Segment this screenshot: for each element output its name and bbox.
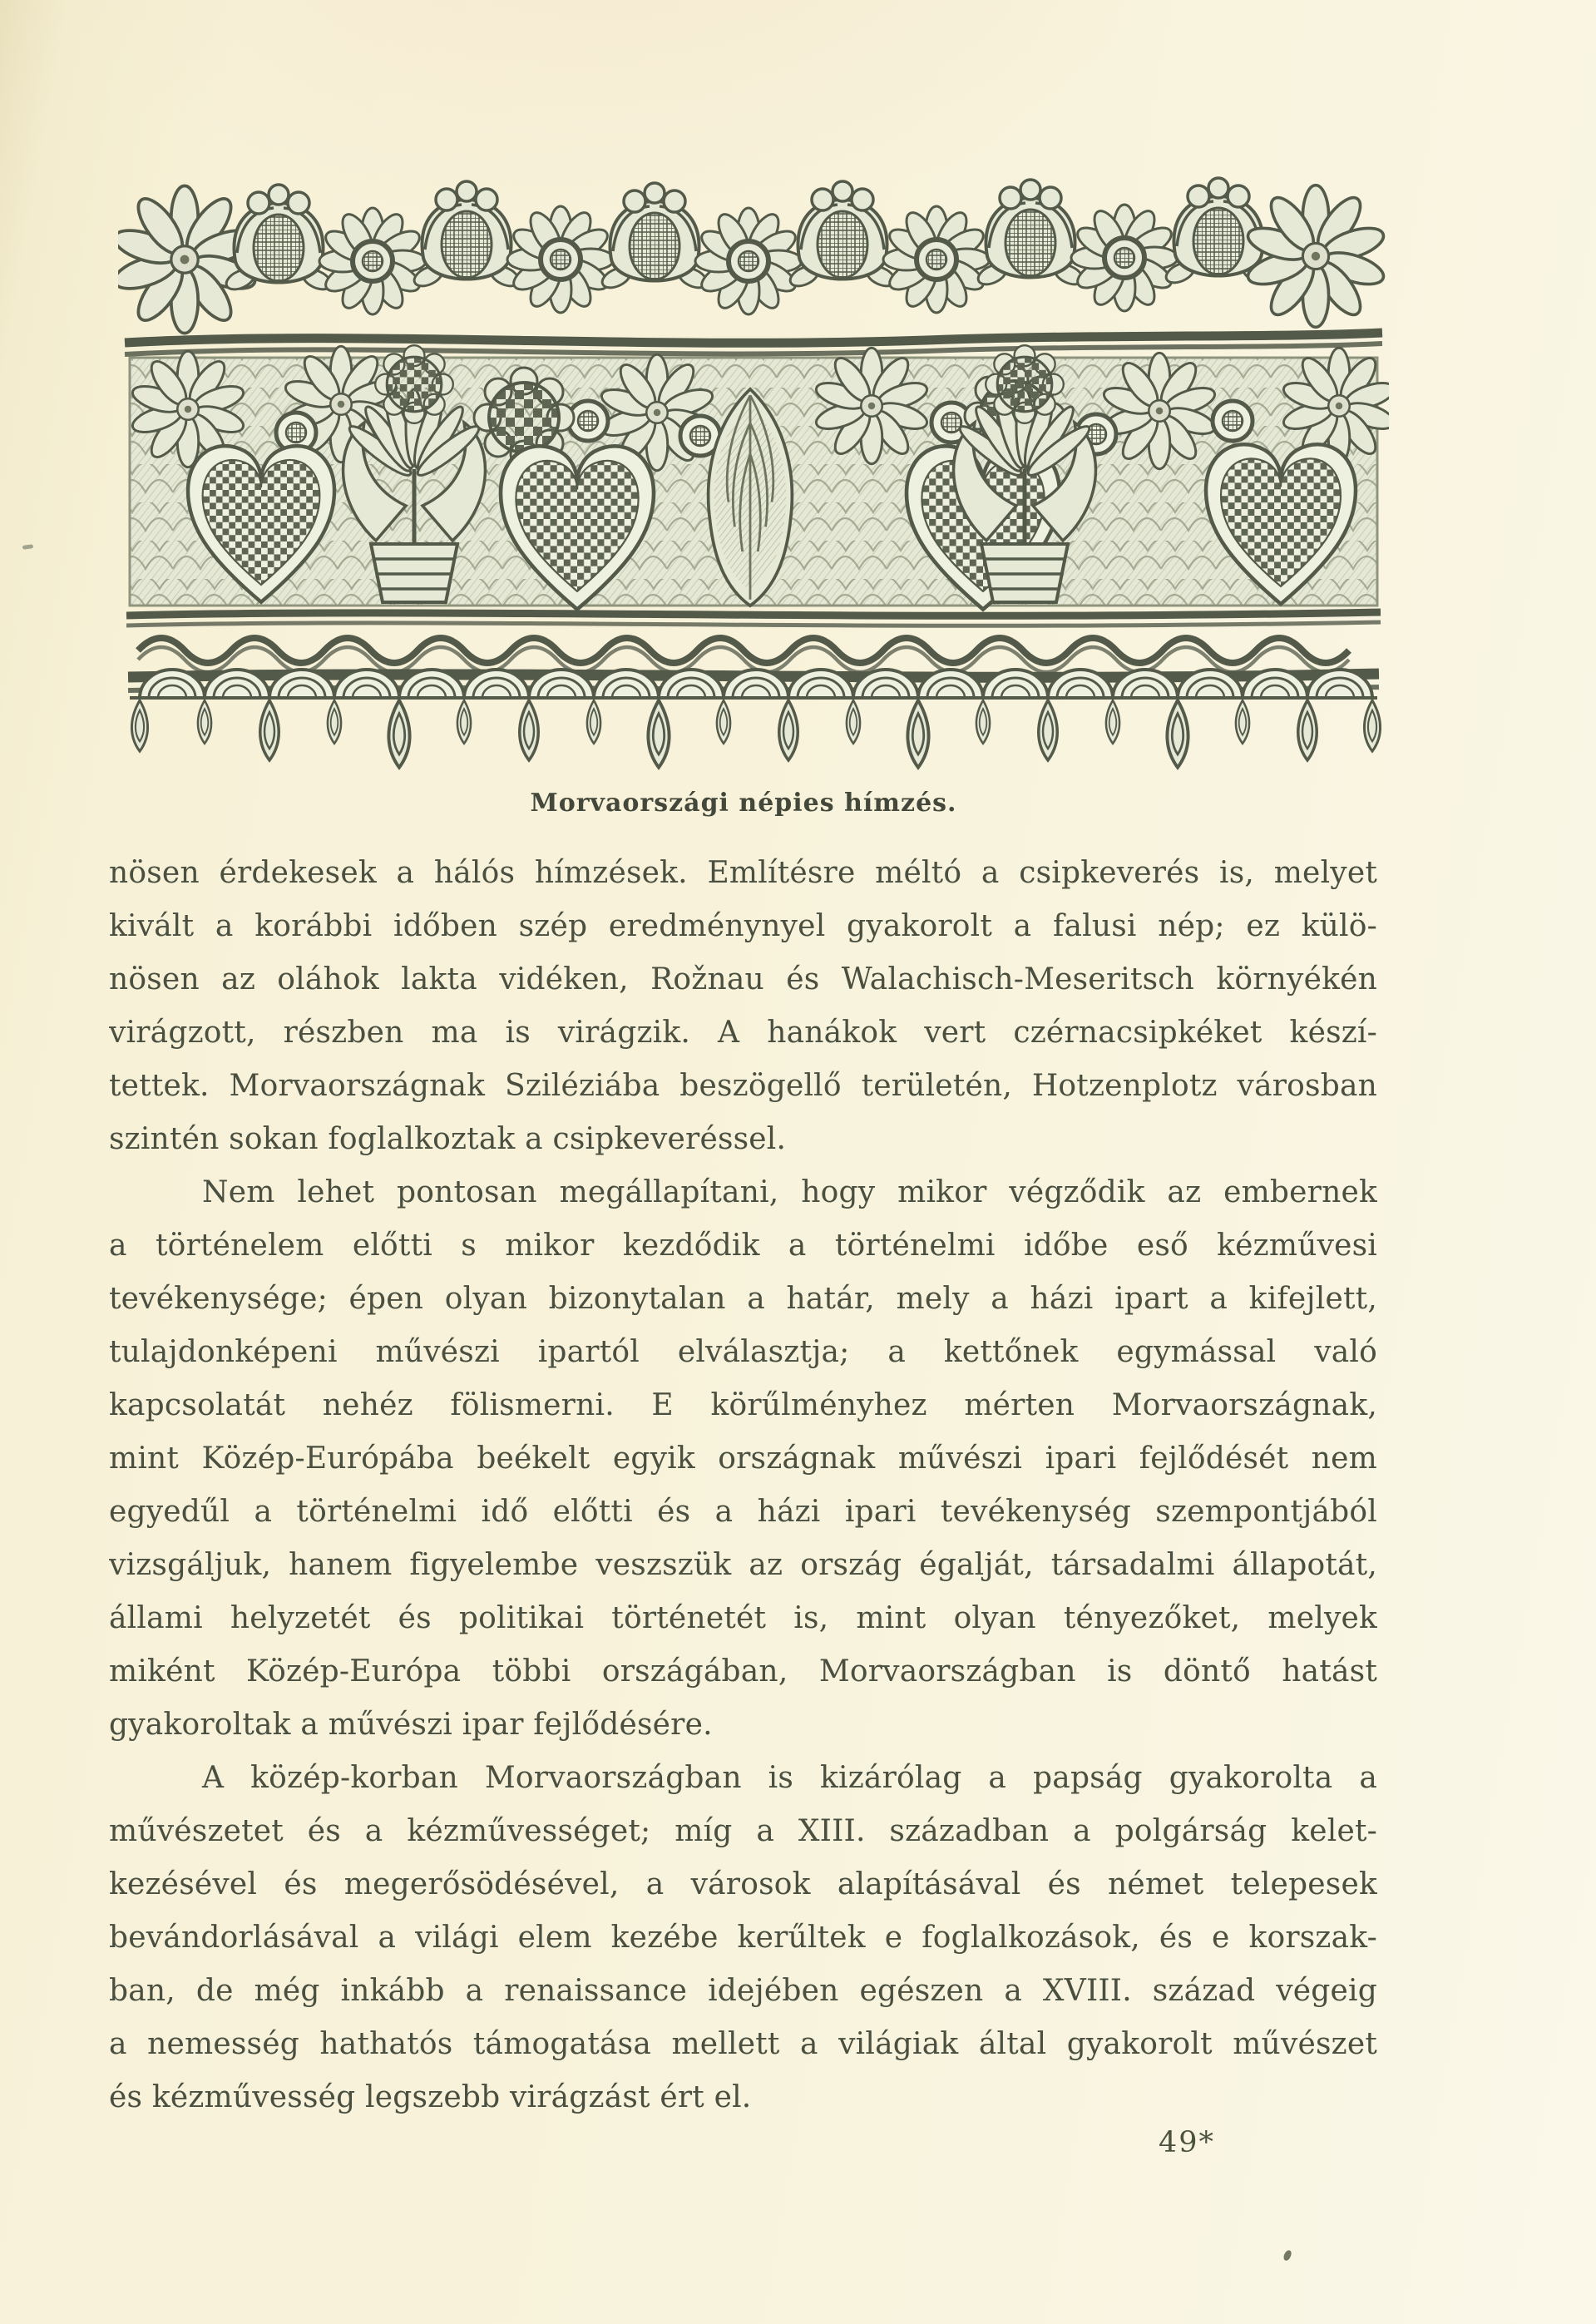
margin-ink-speck: [22, 544, 34, 550]
text-line: Nem lehet pontosan megállapítani, hogy mikor végződik az embernek: [202, 1175, 1377, 1209]
page-number: 49*: [1159, 2126, 1216, 2159]
text-line: virágzott, részben ma is virágzik. A hanákok vert czérnacsipkéket készí-: [109, 1016, 1377, 1050]
text-line: ban, de még inkább a renaissance idejében egészen a XVIII. század végeig: [109, 1974, 1377, 2008]
plate-lower-bar: [126, 612, 1381, 626]
bottom-ink-speck: [1282, 2249, 1292, 2262]
embroidery-illustration: [118, 158, 1389, 775]
text-line: és kézművesség legszebb virágzást ért el.: [109, 2080, 752, 2114]
text-line: bevándorlásával a világi elem kezébe kerűltek e foglalkozások, és e korszak-: [109, 1921, 1377, 1955]
text-line: kivált a korábbi időben szép eredménynyel gyakorolt a falusi nép; ez külö-: [109, 909, 1377, 943]
text-line: A közép-korban Morvaországban is kizárólag a papság gyakorolta a: [202, 1761, 1377, 1795]
text-line: szintén sokan foglalkoztak a csipkeveréssel.: [109, 1122, 787, 1156]
plate-caption: Morvaországi népies hímzés.: [530, 789, 957, 818]
plate-lace-edge: [130, 670, 1381, 768]
text-line: a történelem előtti s mikor kezdődik a történelmi időbe eső kézművesi: [109, 1229, 1377, 1263]
text-line: miként Közép-Európa többi országában, Morvaországban is döntő hatást: [109, 1654, 1377, 1689]
text-line: állami helyzetét és politikai történetét is, mint olyan tényezőket, melyek: [109, 1601, 1377, 1635]
text-line: tulajdonképeni művészi ipartól elválasztja; a kettőnek egymással való: [109, 1335, 1377, 1369]
paragraph: [109, 1166, 1377, 1752]
text-line: kezésével és megerősödésével, a városok alapításával és német telepesek: [109, 1867, 1377, 1901]
text-line: nösen az oláhok lakta vidéken, Rožnau és Walachisch-Meseritsch környékén: [109, 962, 1377, 996]
text-line: művészetet és a kézművességet; míg a XIII. században a polgárság kelet-: [109, 1814, 1377, 1848]
plate-main-field: [130, 345, 1389, 609]
text-line: egyedűl a történelmi idő előtti és a házi ipari tevékenység szempontjából: [109, 1495, 1377, 1529]
text-line: a nemesség hathatós támogatása mellett a világiak által gyakorolt művészet: [109, 2027, 1377, 2061]
text-line: mint Közép-Európába beékelt egyik országnak művészi ipari fejlődését nem: [109, 1441, 1377, 1476]
text-line: vizsgáljuk, hanem figyelembe veszszük az ország égalját, társadalmi állapotát,: [109, 1548, 1377, 1582]
paragraph: [109, 847, 1377, 1166]
text-line: kapcsolatát nehéz fölismerni. E körűlményhez mérten Morvaországnak,: [109, 1388, 1377, 1422]
text-line: gyakoroltak a művészi ipar fejlődésére.: [109, 1708, 713, 1742]
body-text: [109, 847, 1377, 2124]
plate-top-motif-row: [118, 178, 1387, 334]
paragraph: [109, 1752, 1377, 2124]
plate-wave-band: [138, 638, 1349, 672]
text-line: nösen érdekesek a hálós hímzések. Említésre méltó a csipkeverés is, melyet: [109, 856, 1377, 890]
embroidery-plate-svg: [118, 158, 1389, 775]
text-line: tettek. Morvaországnak Sziléziába beszögellő területén, Hotzenplotz városban: [109, 1069, 1377, 1103]
text-line: tevékenysége; épen olyan bizonytalan a határ, mely a házi ipart a kifejlett,: [109, 1282, 1377, 1316]
plate-upper-bar: [125, 333, 1382, 354]
